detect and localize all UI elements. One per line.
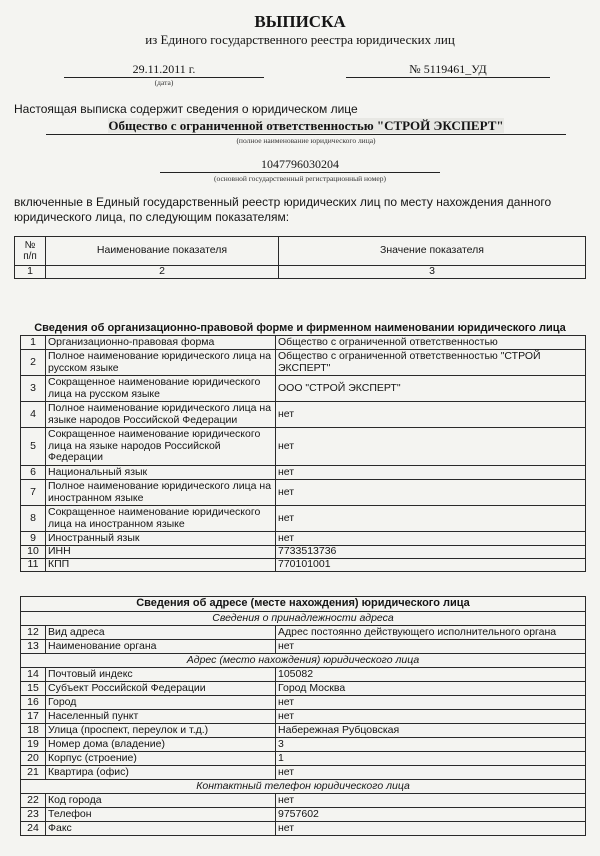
table-row bbox=[21, 466, 586, 480]
indicator-name: Почтовый индекс bbox=[46, 668, 276, 682]
section2-table bbox=[20, 596, 586, 836]
indicator-name: Факс bbox=[46, 822, 276, 836]
indicator-name: Иностранный язык bbox=[46, 532, 276, 546]
indicator-name: Организационно-правовая форма bbox=[46, 336, 276, 350]
indicator-name: Квартира (офис) bbox=[46, 766, 276, 780]
indicator-value: 770101001 bbox=[276, 559, 586, 572]
indicator-name: Полное наименование юридического лица на языке народов Российской Федерации bbox=[46, 402, 276, 428]
col-num-header: № п/п bbox=[15, 237, 46, 266]
table-row bbox=[21, 532, 586, 546]
indicator-value: нет bbox=[276, 794, 586, 808]
table-row bbox=[21, 808, 586, 822]
row-number: 17 bbox=[21, 710, 46, 724]
row-number: 15 bbox=[21, 682, 46, 696]
table-row bbox=[21, 822, 586, 836]
indicator-value: нет bbox=[276, 710, 586, 724]
row-number: 19 bbox=[21, 738, 46, 752]
indicator-value: нет bbox=[276, 506, 586, 532]
indicator-value: Общество с ограниченной ответственностью "СТРОЙ ЭКСПЕРТ" bbox=[276, 350, 586, 376]
indicator-value: нет bbox=[276, 696, 586, 710]
address-affiliation-subheader bbox=[21, 612, 586, 626]
table-row bbox=[21, 710, 586, 724]
intro-text-line1: включенные в Единый государственный реестр юридических лиц по месту нахождения данного bbox=[14, 195, 552, 209]
row-number: 22 bbox=[21, 794, 46, 808]
row-number: 3 bbox=[21, 376, 46, 402]
contact-phone-subheader bbox=[21, 780, 586, 794]
col-num-index: 1 bbox=[15, 266, 46, 279]
section1-title: Сведения об организационно-правовой форме и фирменном наименовании юридического лица bbox=[34, 322, 566, 334]
indicator-value: Город Москва bbox=[276, 682, 586, 696]
row-number: 7 bbox=[21, 480, 46, 506]
contact-phone-subheader-label: Контактный телефон юридического лица bbox=[21, 780, 586, 794]
indicator-name: Код города bbox=[46, 794, 276, 808]
table-row bbox=[21, 738, 586, 752]
indicator-name: Населенный пункт bbox=[46, 710, 276, 724]
indicator-value: нет bbox=[276, 428, 586, 466]
table-row bbox=[21, 546, 586, 559]
indicator-value: нет bbox=[276, 766, 586, 780]
extract-date: 29.11.2011 г. bbox=[64, 62, 264, 78]
document-subtitle: из Единого государственного реестра юридических лиц bbox=[145, 32, 455, 47]
row-number: 18 bbox=[21, 724, 46, 738]
table-row bbox=[21, 626, 586, 640]
table-row bbox=[21, 402, 586, 428]
row-number: 4 bbox=[21, 402, 46, 428]
table-row bbox=[21, 766, 586, 780]
table-row bbox=[21, 376, 586, 402]
indicator-value: Набережная Рубцовская bbox=[276, 724, 586, 738]
row-number: 6 bbox=[21, 466, 46, 480]
indicator-name: Национальный язык bbox=[46, 466, 276, 480]
col-name-index: 2 bbox=[46, 266, 279, 279]
col-value-index: 3 bbox=[279, 266, 586, 279]
indicator-name: Сокращенное наименование юридического лица на иностранном языке bbox=[46, 506, 276, 532]
indicator-name: Вид адреса bbox=[46, 626, 276, 640]
indicator-name: Номер дома (владение) bbox=[46, 738, 276, 752]
row-number: 23 bbox=[21, 808, 46, 822]
indicator-name: Корпус (строение) bbox=[46, 752, 276, 766]
indicator-value: Адрес постоянно действующего исполнительного органа bbox=[276, 626, 586, 640]
indicator-value: ООО "СТРОЙ ЭКСПЕРТ" bbox=[276, 376, 586, 402]
indicator-value: нет bbox=[276, 466, 586, 480]
table-row bbox=[21, 350, 586, 376]
row-number: 24 bbox=[21, 822, 46, 836]
table-row bbox=[21, 506, 586, 532]
indicator-value: 7733513736 bbox=[276, 546, 586, 559]
indicator-value: 105082 bbox=[276, 668, 586, 682]
indicator-value: нет bbox=[276, 532, 586, 546]
table-row bbox=[21, 428, 586, 466]
indicator-name: ИНН bbox=[46, 546, 276, 559]
row-number: 8 bbox=[21, 506, 46, 532]
indicator-value: 9757602 bbox=[276, 808, 586, 822]
document-title: ВЫПИСКА bbox=[254, 12, 346, 31]
indicator-name: Полное наименование юридического лица на русском языке bbox=[46, 350, 276, 376]
indicator-value: 3 bbox=[276, 738, 586, 752]
indicator-value: нет bbox=[276, 822, 586, 836]
address-location-subheader-label: Адрес (место нахождения) юридического лица bbox=[21, 654, 586, 668]
address-location-subheader bbox=[21, 654, 586, 668]
indicator-name: Наименование органа bbox=[46, 640, 276, 654]
indicator-name: Сокращенное наименование юридического лица на русском языке bbox=[46, 376, 276, 402]
table-row bbox=[21, 668, 586, 682]
indicator-value: нет bbox=[276, 640, 586, 654]
row-number: 13 bbox=[21, 640, 46, 654]
ogrn-caption: (основной государственный регистрационный номер) bbox=[214, 174, 386, 183]
header-table bbox=[14, 236, 586, 279]
row-number: 2 bbox=[21, 350, 46, 376]
org-full-name bbox=[46, 118, 566, 135]
indicator-name: Сокращенное наименование юридического лица на языке народов Российской Федерации bbox=[46, 428, 276, 466]
row-number: 20 bbox=[21, 752, 46, 766]
indicator-value: 1 bbox=[276, 752, 586, 766]
table-row bbox=[21, 336, 586, 350]
indicator-name: Город bbox=[46, 696, 276, 710]
ogrn-value: 1047796030204 bbox=[160, 157, 440, 173]
indicator-value: нет bbox=[276, 402, 586, 428]
indicator-value: Общество с ограниченной ответственностью bbox=[276, 336, 586, 350]
org-full-name-text: Общество с ограниченной ответственностью "СТРОЙ ЭКСПЕРТ" bbox=[108, 118, 504, 133]
section2-title: Сведения об адресе (месте нахождения) юридического лица bbox=[21, 597, 586, 612]
table-row bbox=[21, 794, 586, 808]
row-number: 12 bbox=[21, 626, 46, 640]
indicator-name: Субъект Российской Федерации bbox=[46, 682, 276, 696]
table-row bbox=[21, 696, 586, 710]
row-number: 21 bbox=[21, 766, 46, 780]
indicator-name: Полное наименование юридического лица на иностранном языке bbox=[46, 480, 276, 506]
org-name-caption: (полное наименование юридического лица) bbox=[236, 136, 376, 145]
intro-text-line2: юридического лица, по следующим показателям: bbox=[14, 210, 290, 224]
table-row bbox=[21, 559, 586, 572]
table-row bbox=[21, 640, 586, 654]
table-row bbox=[21, 724, 586, 738]
indicator-name: КПП bbox=[46, 559, 276, 572]
col-value-header: Значение показателя bbox=[279, 237, 586, 266]
indicator-name: Телефон bbox=[46, 808, 276, 822]
table-row bbox=[21, 682, 586, 696]
row-number: 5 bbox=[21, 428, 46, 466]
date-caption: (дата) bbox=[154, 78, 174, 87]
row-number: 10 bbox=[21, 546, 46, 559]
table-row bbox=[21, 752, 586, 766]
section1-table bbox=[20, 335, 586, 572]
col-name-header: Наименование показателя bbox=[46, 237, 279, 266]
row-number: 1 bbox=[21, 336, 46, 350]
row-number: 9 bbox=[21, 532, 46, 546]
extract-number: № 5119461_УД bbox=[346, 62, 550, 78]
indicator-value: нет bbox=[276, 480, 586, 506]
row-number: 14 bbox=[21, 668, 46, 682]
row-number: 11 bbox=[21, 559, 46, 572]
row-number: 16 bbox=[21, 696, 46, 710]
table-row bbox=[21, 480, 586, 506]
intro-line: Настоящая выписка содержит сведения о юридическом лице bbox=[14, 102, 358, 116]
address-affiliation-subheader-label: Сведения о принадлежности адреса bbox=[21, 612, 586, 626]
indicator-name: Улица (проспект, переулок и т.д.) bbox=[46, 724, 276, 738]
